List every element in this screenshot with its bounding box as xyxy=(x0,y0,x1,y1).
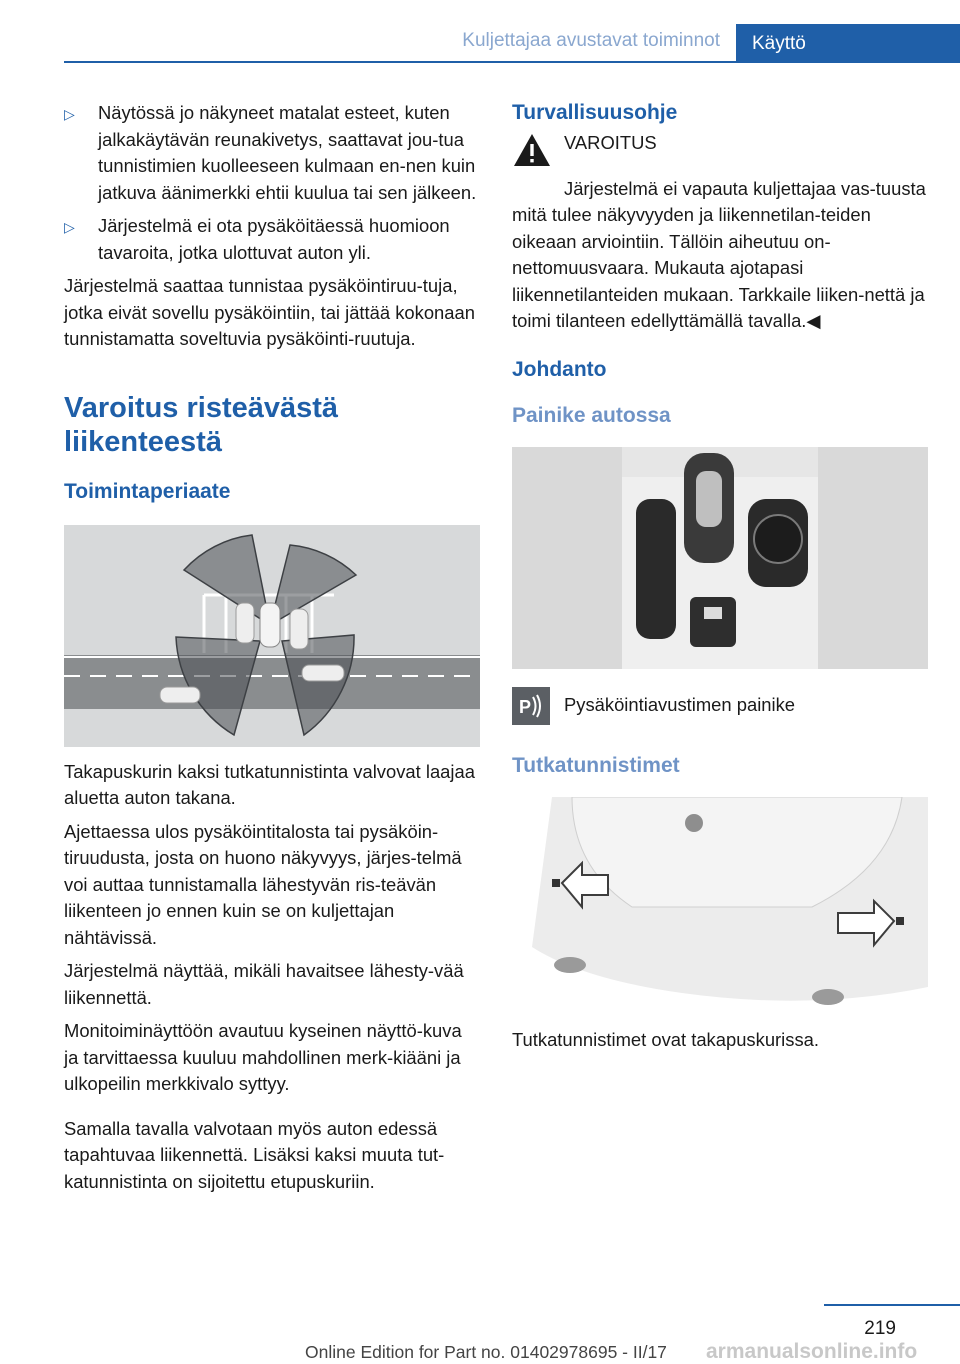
paragraph: Järjestelmä näyttää, mikäli havaitsee lähesty‐vää liikennettä. xyxy=(64,960,464,1008)
park-assist-icon xyxy=(512,687,550,725)
center-console-illustration xyxy=(512,447,928,669)
safety-heading: Turvallisuusohje xyxy=(512,101,678,124)
cross-traffic-illustration xyxy=(64,525,480,747)
center-console-photo xyxy=(512,447,928,669)
warning-triangle-icon xyxy=(512,130,564,176)
paragraph: Takapuskurin kaksi tutkatunnistinta valvovat laajaa aluetta auton takana. xyxy=(64,760,475,808)
triangle-bullet-icon: ▷ xyxy=(64,106,75,122)
svg-text:P: P xyxy=(519,696,532,717)
footer-rule xyxy=(824,1304,960,1306)
sensors-caption: Tutkatunnistimet ovat takapuskurissa. xyxy=(512,1028,819,1050)
parking-button-caption: Pysäköintiavustimen painike xyxy=(564,694,796,716)
section-heading: Varoitus risteävästä liikenteestä xyxy=(64,391,339,458)
bullet-item xyxy=(64,100,480,206)
right-column xyxy=(512,100,928,1060)
bullet-item xyxy=(64,213,480,266)
bullet-text: Järjestelmä ei ota pysäköitäessä huomioon tavaroita, jotka ulottuvat auton yli. xyxy=(98,215,450,263)
triangle-bullet-icon: ▷ xyxy=(64,219,75,235)
paragraph: Ajettaessa ulos pysäköintitalosta tai pysäköin‐tiruudusta, josta on huono näkyvyys, järjes‐telmä voi auttaa tunnistamalla lähestyvän ris‐teävän liikenteen jo ennen kuin se on kuljettajan nähtävissä. xyxy=(64,820,462,948)
subsection-heading: Tutkatunnistimet xyxy=(512,753,680,777)
paragraph: Samalla tavalla valvotaan myös auton edessä tapahtuvaa liikennettä. Lisäksi kaksi muuta tut‐katunnistinta on sijoitettu etupuskuriin. xyxy=(64,1117,445,1192)
section-heading: Johdanto xyxy=(512,357,607,381)
rear-bumper-illustration xyxy=(512,797,928,1011)
header-section-title: Kuljettajaa avustavat toiminnot xyxy=(462,30,720,51)
paragraph: Monitoiminäyttöön avautuu kyseinen näyttö‐kuva ja tarvittaessa kuuluu mahdollinen merk‐kiääni ja ulkopeilin merkkivalo syttyy. xyxy=(64,1020,462,1094)
cross-traffic-diagram xyxy=(64,525,480,747)
header-chapter-tab: Käyttö xyxy=(736,24,960,63)
bullet-text: Näytössä jo näkyneet matalat esteet, kuten jalkakäytävän reunakivetys, saattavat jou‐tua tunnistimien kuolleeseen kulmaan en‐nen kuin jatkuva äänimerkki ehtii kuulua tai sen jälkeen. xyxy=(98,102,477,203)
subsection-heading: Painike autossa xyxy=(512,403,671,427)
paragraph: Järjestelmä saattaa tunnistaa pysäköintiruu‐tuja, jotka eivät sovellu pysäköintiin, tai jättää kokonaan tunnistamatta soveltuvia pysäköinti‐ruutuja. xyxy=(64,275,475,349)
page-number: 219 xyxy=(864,1318,896,1339)
warning-block xyxy=(512,130,928,176)
parking-button-row xyxy=(512,687,928,725)
rear-bumper-photo xyxy=(512,797,928,1011)
warning-label: VAROITUS xyxy=(564,132,657,153)
watermark: armanualsonline.info xyxy=(706,1340,918,1363)
footer-edition: Online Edition for Part no. 01402978695 - II/17 xyxy=(305,1342,667,1362)
subsection-heading: Toimintaperiaate xyxy=(64,479,231,503)
header-rule xyxy=(64,61,960,63)
left-column xyxy=(64,100,480,1202)
warning-text: Järjestelmä ei vapauta kuljettajaa vas‐tuusta mitä tulee näkyvyyden ja liikennetilan‐teiden oikeaan arviointiin. Tällöin aiheutuu on‐nettomuusvaara. Mukauta ajotapasi liikennetilanteiden mukaan. Tarkkaile liiken‐nettä ja toimi tilanteen edellyttämällä tavalla.◀ xyxy=(512,177,926,331)
